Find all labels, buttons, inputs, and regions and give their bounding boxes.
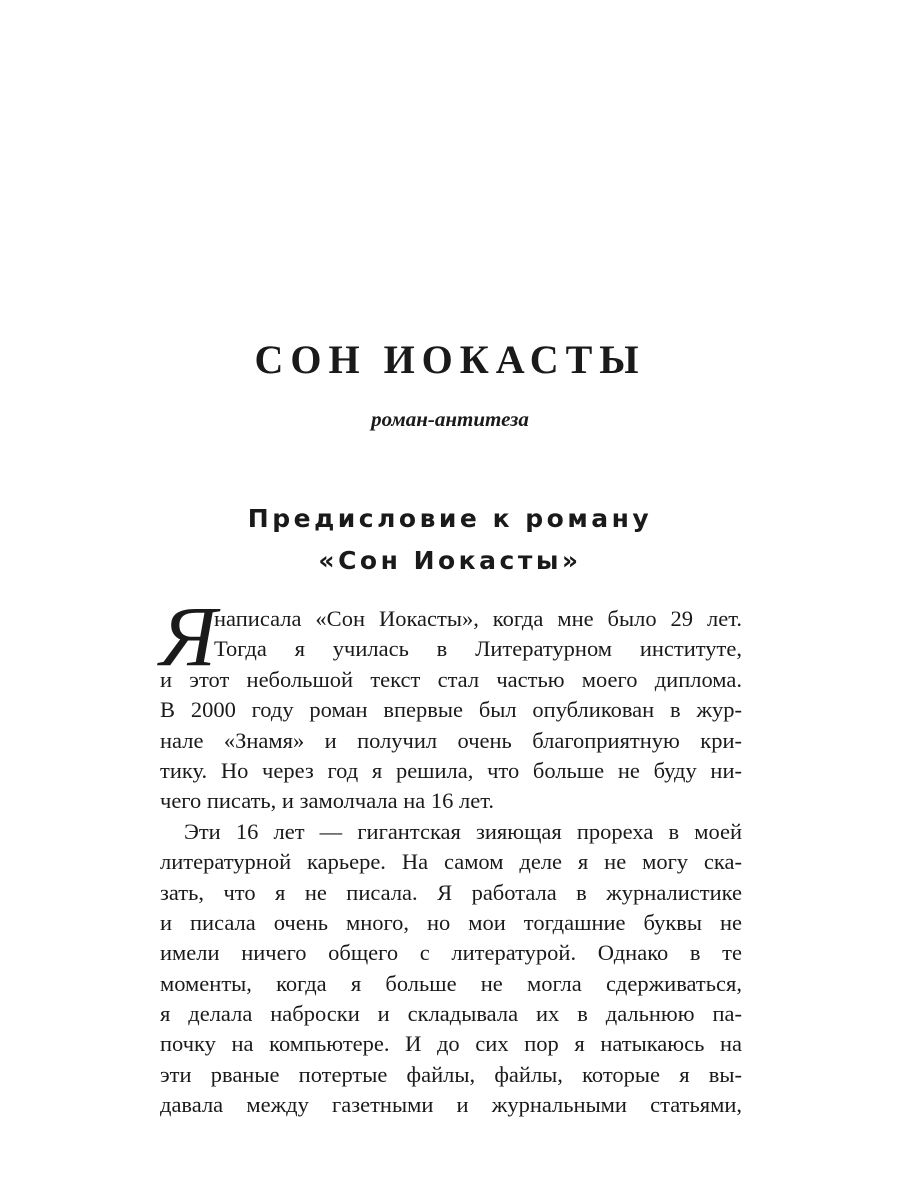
body-line: зать, что я не писала. Я работала в журналистике (160, 879, 742, 905)
body-line: Тогда я училась в Литературном институте, (214, 636, 742, 662)
preface-heading-line-2: «Сон Иокасты» (318, 546, 582, 575)
body-line: и писала очень много, но мои тогдашние буквы не (160, 909, 742, 935)
body-line: давала между газетными и журнальными статьями, (160, 1092, 742, 1118)
preface-heading-line-1: Предисловие к роману (247, 504, 653, 533)
body-line: Эти 16 лет — гигантская зияющая прореха в моей (184, 818, 742, 844)
book-subtitle: роман-антитеза (371, 407, 529, 431)
body-line: и этот небольшой текст стал частью моего диплома. (160, 666, 742, 692)
body-line: имели ничего общего с литературой. Однако в те (160, 940, 742, 966)
body-line: литературной карьере. На самом деле я не могу ска- (160, 849, 742, 875)
preface-heading (0, 498, 900, 582)
drop-cap: Я (160, 588, 217, 684)
body-line: написала «Сон Иокасты», когда мне было 29 лет. (214, 606, 742, 631)
body-line: эти рваные потертые файлы, файлы, которые я вы- (160, 1061, 742, 1087)
body-line: почку на компьютере. И до сих пор я натыкаюсь на (160, 1031, 742, 1057)
body-line: я делала наброски и складывала их в дальнюю па- (160, 1001, 742, 1027)
body-line: В 2000 году роман впервые был опубликован в жур- (160, 697, 742, 723)
book-title: СОН ИОКАСТЫ (254, 337, 646, 382)
body-line: нале «Знамя» и получил очень благоприятную кри- (160, 727, 742, 753)
body-line: чего писать, и замолчала на 16 лет. (160, 788, 494, 814)
body-line: моменты, когда я больше не могла сдерживаться, (160, 970, 742, 996)
body-line: тику. Но через год я решила, что больше не буду ни- (160, 757, 742, 783)
preface-body (160, 588, 742, 1121)
